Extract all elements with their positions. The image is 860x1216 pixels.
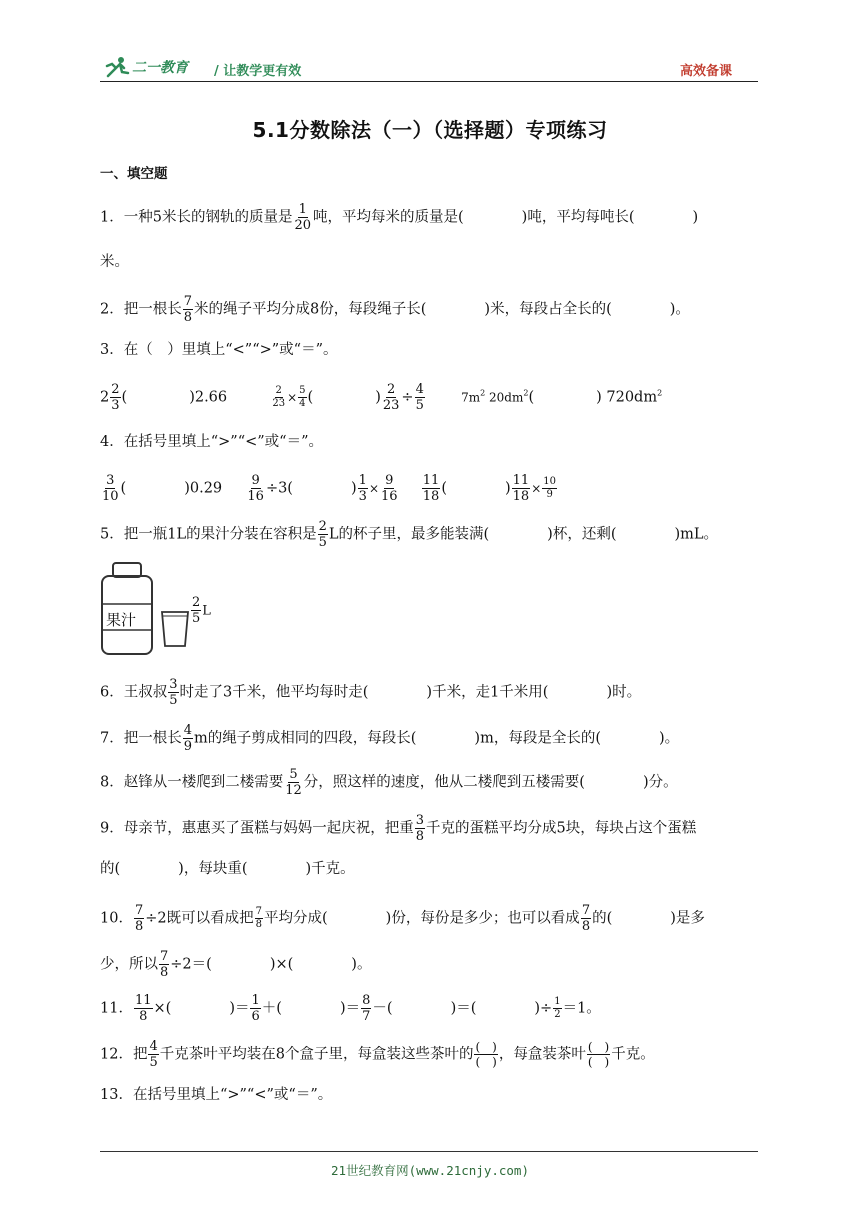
denominator: 6 [251, 1009, 260, 1024]
denominator: 8 [415, 829, 425, 844]
question-7 [100, 724, 679, 753]
denominator: 18 [422, 489, 440, 504]
logo [104, 56, 188, 78]
numerator: 1 [298, 202, 307, 217]
denominator: 23 [272, 398, 286, 409]
denominator: 23 [382, 398, 400, 413]
fraction [361, 994, 371, 1023]
question-4-items [100, 474, 558, 503]
denominator: 4 [299, 398, 306, 409]
fraction [183, 295, 193, 324]
numerator: ( ) [475, 1040, 497, 1054]
question-text: ) [692, 209, 699, 226]
slogan: / 让教学更有效 [214, 64, 302, 79]
fraction [474, 1041, 497, 1068]
question-text: )m，每段是全长的( [474, 730, 601, 747]
numerator: 4 [183, 723, 193, 738]
question-2 [100, 295, 690, 324]
numerator: 4 [415, 382, 424, 397]
denominator: 5 [192, 611, 201, 626]
fraction [318, 520, 328, 549]
numerator: 1 [358, 473, 367, 488]
question-text: )杯，还剩( [547, 526, 617, 543]
fraction [284, 768, 303, 797]
question-text: )＝( [450, 1000, 477, 1017]
question-9-cont [100, 859, 355, 879]
fraction [587, 1041, 610, 1068]
question-text: × [368, 481, 379, 496]
question-text: ( [441, 480, 447, 497]
fraction [415, 383, 425, 412]
question-text: )×( [269, 956, 294, 973]
numerator: 7 [183, 294, 193, 309]
question-text: 7．把一根长 [100, 730, 182, 747]
denominator: 3 [111, 398, 120, 413]
denominator: 8 [134, 919, 144, 934]
numerator: 5 [289, 767, 298, 782]
footer-divider [100, 1151, 758, 1152]
question-text: 分，照这样的速度，他从二楼爬到五楼需要( [303, 774, 585, 791]
numerator: 1 [554, 996, 561, 1007]
question-text: × [531, 481, 542, 496]
numerator: 11 [512, 473, 530, 488]
numerator: 3 [169, 677, 178, 692]
denominator: 12 [285, 783, 302, 798]
fraction [110, 383, 120, 412]
question-10 [100, 904, 705, 933]
fraction [422, 474, 441, 503]
denominator: 10 [102, 489, 119, 504]
footer-text: 21世纪教育网(www.21cnjy.com) [331, 1163, 529, 1178]
denominator: 9 [546, 489, 553, 500]
question-text: 9．母亲节，惠惠买了蛋糕与妈妈一起庆祝，把重 [100, 820, 414, 837]
question-3: 3．在（ ）里填上“<”“>”或“＝”。 [100, 342, 338, 358]
fraction [191, 596, 201, 625]
question-text: 千克的蛋糕平均分成5块，每块占这个蛋糕 [426, 820, 697, 837]
question-text: )分。 [642, 774, 678, 791]
cup-capacity [190, 596, 211, 625]
question-text: 20dm [485, 390, 524, 405]
page-title: 5.1分数除法（一）（选择题）专项练习 [252, 118, 608, 142]
fraction [134, 904, 144, 933]
question-text: 5．把一瓶1L的果汁分装在容积是 [100, 526, 317, 543]
numerator: 10 [543, 476, 556, 487]
denominator: 8 [139, 1009, 148, 1024]
question-text: ( [121, 389, 128, 406]
question-text: m的绳子剪成相同的四段，每段长( [194, 730, 417, 747]
fraction [148, 1040, 158, 1069]
question-text: )。 [659, 730, 680, 747]
numerator: 2 [111, 382, 120, 397]
question-text: )千克。 [305, 861, 355, 877]
denominator: 8 [255, 919, 262, 930]
question-text: )千米，走1千米用( [426, 684, 549, 701]
numerator: 3 [415, 813, 425, 828]
numerator: 2 [318, 519, 327, 534]
question-text: ÷2既可以看成把 [145, 910, 254, 927]
header-divider [100, 81, 758, 82]
question-text: × [287, 390, 298, 405]
question-1 [100, 203, 698, 232]
denominator: 2 [554, 1009, 561, 1020]
page-header [100, 56, 758, 82]
numerator: ( ) [587, 1040, 610, 1054]
numerator: 3 [106, 473, 115, 488]
question-11 [100, 994, 601, 1023]
question-text: )份，每份是多少；也可以看成 [385, 910, 580, 927]
fraction [542, 477, 557, 500]
question-text: 千克。 [611, 1046, 655, 1063]
numerator: 8 [362, 993, 371, 1008]
numerator: 7 [160, 949, 169, 964]
fraction [246, 474, 265, 503]
question-text: 12．把 [100, 1046, 148, 1063]
question-text: 7m [461, 390, 481, 405]
question-text: )米，每段占全长的( [484, 301, 612, 318]
denominator: 3 [358, 489, 367, 504]
question-text: )2.66 [189, 389, 228, 406]
fraction [159, 950, 169, 979]
question-text: )＝ [339, 1000, 361, 1017]
denominator: 20 [294, 218, 311, 233]
section-heading: 一、填空题 [100, 166, 168, 182]
denominator: 8 [581, 919, 591, 934]
fraction [382, 383, 401, 412]
question-12 [100, 1040, 655, 1069]
question-text: 少，所以 [100, 956, 158, 973]
fraction [512, 474, 531, 503]
fraction [358, 474, 368, 503]
question-text: )，每块重( [178, 861, 248, 877]
denominator: 16 [247, 489, 264, 504]
question-text: L的杯子里，最多能装满( [328, 526, 490, 543]
question-text: )。 [351, 956, 372, 973]
question-9 [100, 814, 696, 843]
question-text: －( [372, 1000, 393, 1017]
question-4: 4．在括号里填上“>”“<”或“＝”。 [100, 434, 324, 450]
denominator: ( ) [587, 1055, 610, 1069]
question-text: 10． [100, 910, 133, 927]
question-6 [100, 678, 641, 707]
question-text: 时走了3千米，他平均每时走( [179, 684, 369, 701]
question-text: )÷ [534, 1000, 553, 1017]
denominator: 8 [183, 310, 193, 325]
question-text: ( [120, 480, 127, 497]
numerator: 7 [134, 903, 144, 918]
question-text: 的( [592, 910, 613, 927]
question-text: ÷ [401, 389, 414, 406]
numerator: 2 [387, 382, 396, 397]
question-text: ) [504, 480, 511, 497]
numerator: 4 [149, 1039, 158, 1054]
question-5 [100, 520, 718, 549]
question-text: ( [528, 389, 535, 406]
question-1-cont: 米。 [100, 254, 129, 270]
question-text: 吨，平均每米的质量是( [313, 209, 464, 226]
question-10-cont [100, 950, 371, 979]
denominator: 5 [169, 693, 178, 708]
question-text: )。 [669, 301, 690, 318]
denominator: 16 [381, 489, 398, 504]
denominator: 18 [512, 489, 530, 504]
question-text: )0.29 [184, 480, 223, 497]
numerator: 5 [299, 385, 306, 396]
denominator: 5 [415, 398, 424, 413]
juice-label: 果汁 [106, 611, 137, 629]
question-text: ，每盒装茶叶 [498, 1046, 586, 1063]
question-text: 2．把一根长 [100, 301, 182, 318]
question-3-items [100, 383, 662, 412]
question-text: )时。 [606, 684, 642, 701]
fraction [101, 474, 120, 503]
denominator: 9 [183, 739, 193, 754]
denominator: 8 [160, 965, 169, 980]
numerator: 11 [134, 993, 152, 1008]
question-8 [100, 768, 678, 797]
logo-text: 二一教育 [132, 60, 188, 76]
question-text: ( [307, 389, 314, 406]
superscript: 2 [523, 388, 529, 398]
denominator: 5 [149, 1055, 158, 1070]
question-text: )是多 [670, 910, 705, 927]
fraction [415, 814, 425, 843]
question-text: )吨，平均每吨长( [521, 209, 635, 226]
question-text: )mL。 [674, 526, 719, 543]
question-text: 1．一种5米长的钢轨的质量是 [100, 209, 293, 226]
brand: 高效备课 [679, 64, 732, 79]
superscript: 2 [480, 388, 486, 398]
question-text: ＋( [261, 1000, 282, 1017]
question-text: ÷3( [265, 480, 293, 497]
question-text: ÷2＝( [170, 956, 212, 973]
question-text: ×( [153, 1000, 172, 1017]
fraction [255, 907, 263, 930]
question-text: 11． [100, 1000, 133, 1017]
fraction [183, 724, 193, 753]
question-text: ＝1。 [562, 1000, 601, 1017]
runner-logo-icon [104, 56, 130, 78]
fraction [380, 474, 399, 503]
question-text: L [202, 603, 211, 619]
superscript: 2 [657, 388, 663, 398]
fraction [134, 994, 153, 1023]
question-text: ) 720dm [596, 389, 658, 406]
fraction [553, 997, 561, 1020]
fraction [271, 386, 286, 409]
denominator: ( ) [475, 1055, 497, 1069]
numerator: 1 [251, 993, 260, 1008]
question-text: 平均分成( [263, 910, 328, 927]
numerator: 9 [385, 473, 394, 488]
question-text: 的( [100, 861, 121, 877]
question-text: )＝ [229, 1000, 250, 1017]
numerator: 11 [422, 473, 440, 488]
question-text: 2 [100, 389, 110, 406]
question-text: ) [350, 480, 357, 497]
question-text: 米的绳子平均分成8份，每段绳子长( [194, 301, 427, 318]
numerator: 7 [255, 906, 262, 917]
denominator: 5 [318, 535, 327, 550]
fraction [250, 994, 260, 1023]
question-text: ) [375, 389, 381, 406]
numerator: 9 [251, 473, 260, 488]
question-text: 6．王叔叔 [100, 684, 168, 701]
fraction [298, 386, 306, 409]
numerator: 2 [275, 385, 282, 396]
numerator: 7 [581, 903, 591, 918]
question-text: 千克茶叶平均装在8个盒子里，每盒装这些茶叶的 [159, 1046, 474, 1063]
denominator: 7 [362, 1009, 371, 1024]
question-13: 13．在括号里填上“>”“<”或“＝”。 [100, 1087, 333, 1103]
fraction [168, 678, 178, 707]
fraction [293, 203, 312, 232]
fraction [581, 904, 591, 933]
numerator: 2 [192, 595, 201, 610]
question-text: 8．赵锋从一楼爬到二楼需要 [100, 774, 284, 791]
